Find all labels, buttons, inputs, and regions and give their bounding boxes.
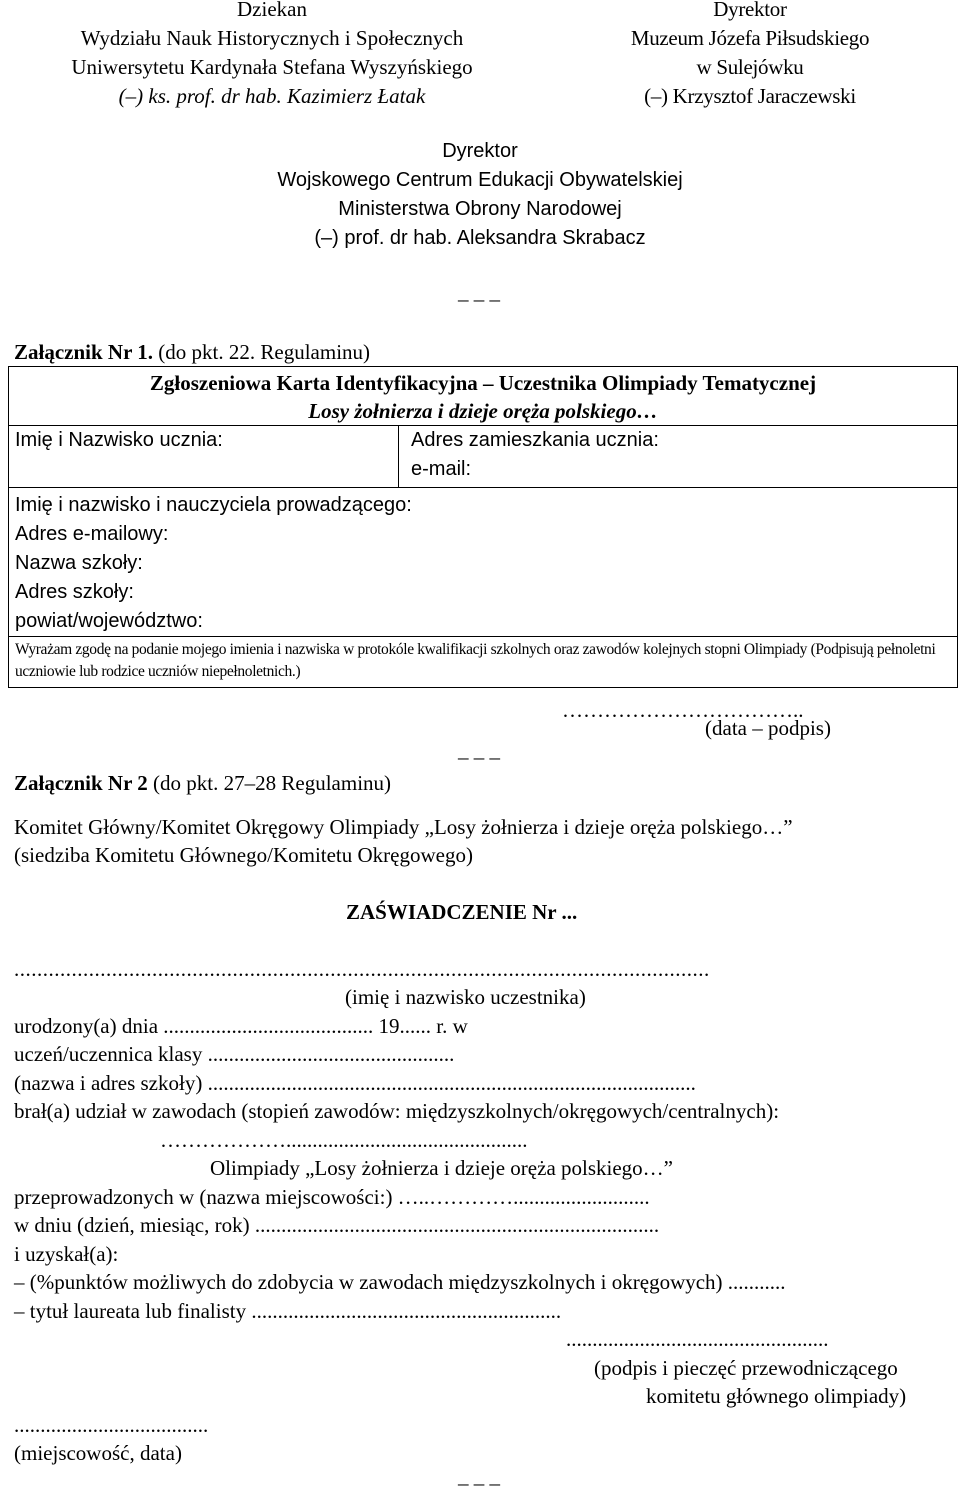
laureate-line: – tytuł laureata lub finalisty ........................................................... — [14, 1299, 562, 1323]
teacher-cell — [9, 488, 958, 637]
signature-center-line: Dyrektor — [442, 140, 518, 162]
name-label: (imię i nazwisko uczestnika) — [345, 985, 586, 1009]
signature-right-line: Muzeum Józefa Piłsudskiego — [630, 26, 870, 50]
card-header — [9, 367, 958, 426]
born-line: urodzony(a) dnia ........................................ 19...... r. w — [14, 1014, 468, 1038]
chair-label-2: komitetu głównego olimpiady) — [646, 1384, 907, 1408]
student-name-cell — [9, 426, 399, 488]
signature-center — [140, 137, 820, 253]
annex1-heading-rest: (do pkt. 22. Regulaminu) — [153, 340, 371, 364]
olympiad-line: Olimpiady „Losy żołnierza i dzieje oręża polskiego…” — [210, 1156, 673, 1180]
obtained-line: i uzyskał(a): — [14, 1242, 119, 1266]
date-line: w dniu (dzień, miesiąc, rok) ............................................................................. — [14, 1213, 660, 1237]
chair-label-1: (podpis i pieczęć przewodniczącego — [594, 1356, 898, 1380]
teacher-field: Imię i nazwisko i nauczyciela prowadzącego: — [15, 494, 412, 516]
annex2-heading — [14, 769, 391, 798]
annex2-heading-rest: (do pkt. 27–28 Regulaminu) — [147, 771, 392, 795]
teacher-field: Adres e-mailowy: — [15, 523, 169, 545]
certificate-title: ZAŚWIADCZENIE Nr ... — [346, 900, 578, 924]
teacher-field: Adres szkoły: — [15, 581, 134, 603]
stage-dots: ……………….............................................. — [160, 1128, 528, 1152]
student-email-label: e-mail: — [411, 458, 472, 480]
student-address-label: Adres zamieszkania ucznia: — [411, 429, 659, 451]
signature-right-line: Dyrektor — [713, 0, 787, 21]
annex1-heading-bold: Załącznik Nr 1. — [14, 340, 154, 364]
class-line: uczeń/uczennica klasy ............................................... — [14, 1042, 455, 1066]
annex1-sign-label: (data – podpis) — [705, 716, 831, 740]
signature-right-line: (–) Krzysztof Jaraczewski — [644, 84, 856, 108]
annex2-heading-bold: Załącznik Nr 2 — [14, 771, 148, 795]
committee-line: Komitet Główny/Komitet Okręgowy Olimpiady „Losy żołnierza i dzieje oręża polskiego…” — [14, 815, 793, 839]
card-subtitle: Losy żołnierza i dzieje oręża polskiego… — [308, 399, 658, 423]
separator: _ _ _ — [458, 738, 500, 762]
consent-cell — [9, 637, 958, 688]
teacher-field: powiat/województwo: — [15, 610, 203, 632]
name-dots: ......................................................................................................................... — [14, 957, 710, 981]
school-line: (nazwa i adres szkoły) ............................................................................................. — [14, 1071, 696, 1095]
signature-left — [0, 0, 544, 111]
signature-center-line: Wojskowego Centrum Edukacji Obywatelskiej — [277, 169, 683, 191]
signature-right — [560, 0, 940, 111]
separator: _ _ _ — [458, 280, 500, 304]
card-title: Zgłoszeniowa Karta Identyfikacyjna – Uczestnika Olimpiady Tematycznej — [149, 371, 817, 395]
separator: _ _ _ — [458, 1464, 500, 1488]
teacher-field: Nazwa szkoły: — [15, 552, 143, 574]
annex1-sign-dots: …………………………….. — [562, 698, 804, 722]
signature-center-line: (–) prof. dr hab. Aleksandra Skrabacz — [314, 227, 646, 249]
signature-center-line: Ministerstwa Obrony Narodowej — [338, 198, 622, 220]
seat-line: (siedziba Komitetu Głównego/Komitetu Okręgowego) — [14, 843, 473, 867]
signature-right-line: w Sulejówku — [696, 55, 804, 79]
consent-text: Wyrażam zgodę na podanie mojego imienia i nazwiska w protokóle kwalifikacji szkolnych oraz zawodów kolejnych stopni Olimpiady (Podpisują pełnoletni uczniowie lub rodzice uczniów niepełnoletnich.) — [15, 641, 936, 680]
chair-dots: .................................................. — [566, 1327, 829, 1351]
held-in-line: przeprowadzonych w (nazwa miejscowości:) …..………….......................... — [14, 1185, 650, 1209]
place-dots: ..................................... — [14, 1413, 209, 1437]
registration-card — [8, 366, 958, 688]
annex1-heading — [14, 338, 370, 367]
took-part-line: brał(a) udział w zawodach (stopień zawodów: międzyszkolnych/okręgowych/centralnych): — [14, 1099, 780, 1123]
signature-left-line: Wydziału Nauk Historycznych i Społecznych — [80, 26, 464, 50]
student-address-cell — [399, 426, 958, 488]
signature-left-signer: (–) ks. prof. dr hab. Kazimierz Łatak — [118, 84, 426, 108]
signature-left-line: Uniwersytetu Kardynała Stefana Wyszyńskiego — [71, 55, 473, 79]
place-label: (miejscowość, data) — [14, 1441, 182, 1465]
signature-left-line: Dziekan — [237, 0, 307, 21]
points-line: – (%punktów możliwych do zdobycia w zawodach międzyszkolnych i okręgowych) ........... — [14, 1270, 786, 1294]
student-name-label: Imię i Nazwisko ucznia: — [15, 429, 223, 451]
